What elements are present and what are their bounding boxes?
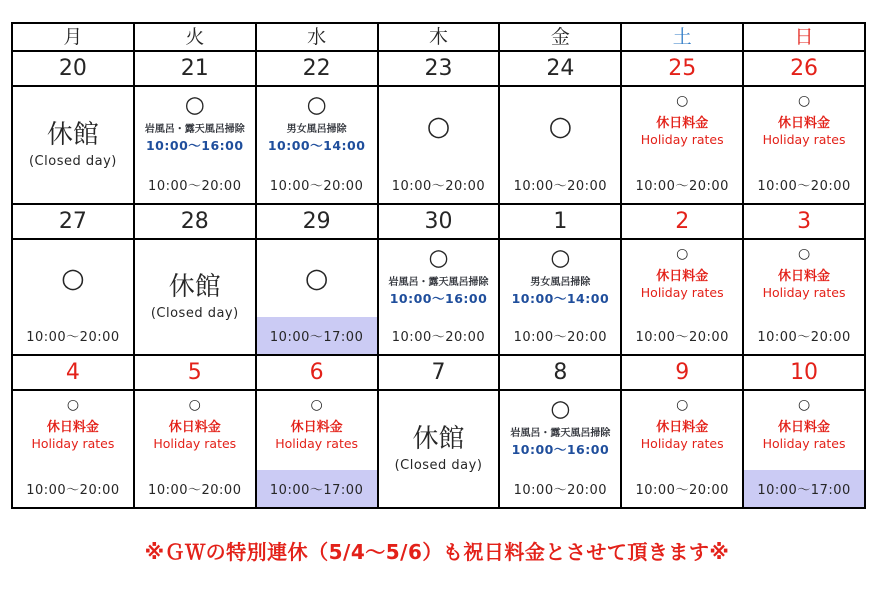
date-label: 21 [180,55,209,81]
date-label: 6 [309,359,324,385]
open-circle-icon: ○ [188,397,201,413]
opening-hours: 10:00～20:00 [26,483,120,498]
schedule-cell-29 [257,240,379,356]
date-label: 20 [58,55,87,81]
gw-note: ※ＧＷの特別連休（5/4～5/6）も祝日料金とさせて頂きます※ [144,540,730,564]
date-cell-9 [622,356,744,391]
open-circle-icon: ○ [548,111,573,142]
cell-body [622,87,742,166]
cell-body [379,87,499,166]
opening-hours: 10:00～20:00 [757,179,851,194]
closed-label: 休館 [168,272,221,303]
opening-hours: 10:00～20:00 [635,179,729,194]
opening-hours: 10:00～20:00 [269,179,364,194]
schedule-cell-27 [13,240,135,356]
holiday-rate-label: 休日料金 [778,420,831,435]
schedule-cell-5 [135,391,257,509]
weekday-header-fri [500,24,622,52]
date-cell-25 [622,52,744,87]
date-cell-8 [500,356,622,391]
weekday-header-mon [13,24,135,52]
date-cell-10 [744,356,866,391]
date-label: 1 [553,208,568,234]
date-cell-29 [257,205,379,240]
holiday-rate-sublabel: Holiday rates [640,285,724,300]
cell-body [744,87,864,166]
schedule-cell-20 [13,87,135,205]
cell-body [744,391,864,470]
date-cell-22 [257,52,379,87]
open-circle-icon: ○ [797,246,811,262]
date-cell-24 [500,52,622,87]
date-cell-30 [379,205,501,240]
schedule-cell-25 [622,87,744,205]
open-circle-icon: ○ [304,263,329,294]
date-cell-2 [622,205,744,240]
weekday-label: 日 [794,25,814,48]
date-cell-27 [13,205,135,240]
cleaning-label: 岩風呂・露天風呂掃除 [388,277,489,288]
holiday-rate-sublabel: Holiday rates [640,132,724,147]
opening-hours: 10:00～20:00 [513,179,608,194]
opening-hours: 10:00～17:00 [257,317,377,354]
weekday-label: 火 [185,25,205,48]
cleaning-time: 10:00～16:00 [145,138,244,153]
holiday-rate-sublabel: Holiday rates [31,436,115,451]
schedule-cell-22 [257,87,379,205]
weekday-header-sun [744,24,866,52]
open-circle-icon: ○ [676,397,689,413]
opening-hours: 10:00～17:00 [744,470,864,507]
schedule-cell-3 [744,240,866,356]
holiday-rate-label: 休日料金 [778,269,831,284]
open-circle-icon: ○ [550,396,571,422]
cleaning-time: 10:00～16:00 [511,442,610,457]
date-cell-28 [135,205,257,240]
date-cell-20 [13,52,135,87]
schedule-cell-30 [379,240,501,356]
date-cell-4 [13,356,135,391]
open-circle-icon: ○ [676,246,689,262]
cleaning-time: 10:00～16:00 [389,291,488,306]
weekday-label: 土 [672,25,692,48]
holiday-rate-label: 休日料金 [168,420,221,435]
opening-hours: 10:00～20:00 [148,179,242,194]
cleaning-label: 岩風呂・露天風呂掃除 [510,428,611,439]
opening-hours: 10:00～20:00 [635,330,729,345]
date-label: 8 [553,359,568,385]
holiday-rate-label: 休日料金 [656,116,709,131]
cleaning-time: 10:00～14:00 [511,291,610,306]
cell-body [379,240,499,317]
date-cell-5 [135,356,257,391]
date-label: 3 [797,208,812,234]
schedule-calendar [11,22,866,509]
cell-body [622,240,742,317]
date-label: 22 [302,55,331,81]
weekday-label: 金 [550,25,570,48]
schedule-cell-10 [744,391,866,509]
date-label: 10 [790,359,819,385]
open-circle-icon: ○ [61,263,85,294]
weekday-label: 月 [63,25,83,48]
closed-label: 休館 [412,424,465,455]
open-circle-icon: ○ [306,92,327,118]
holiday-rate-sublabel: Holiday rates [762,285,846,300]
date-label: 24 [546,55,575,81]
cell-body [500,87,620,166]
open-circle-icon: ○ [66,397,80,413]
schedule-cell-28 [135,240,257,356]
opening-hours: 10:00～20:00 [391,330,486,345]
schedule-cell-9 [622,391,744,509]
opening-hours: 10:00～20:00 [635,483,729,498]
schedule-cell-21 [135,87,257,205]
opening-hours: 10:00～20:00 [26,330,120,345]
holiday-rate-sublabel: Holiday rates [762,436,846,451]
cell-body [500,391,620,470]
cell-body [257,391,377,470]
date-label: 28 [180,208,209,234]
cell-body [257,240,377,317]
holiday-rate-sublabel: Holiday rates [640,436,724,451]
cleaning-label: 男女風呂掃除 [530,277,591,288]
schedule-cell-4 [13,391,135,509]
cell-body [13,391,133,470]
holiday-rate-label: 休日料金 [656,420,709,435]
cleaning-label: 岩風呂・露天風呂掃除 [144,124,245,135]
weekday-header-sat [622,24,744,52]
schedule-cell-24 [500,87,622,205]
holiday-rate-sublabel: Holiday rates [153,436,237,451]
closed-sublabel: (Closed day) [394,457,483,473]
schedule-cell-2 [622,240,744,356]
date-label: 9 [675,359,690,385]
weekday-header-thu [379,24,501,52]
cell-body [744,240,864,317]
date-cell-26 [744,52,866,87]
closed-sublabel: (Closed day) [28,153,117,169]
closed-label: 休館 [46,120,99,151]
holiday-rate-sublabel: Holiday rates [275,436,359,451]
cell-body [500,240,620,317]
weekday-label: 水 [307,25,327,48]
holiday-rate-label: 休日料金 [656,269,709,284]
weekday-header-wed [257,24,379,52]
weekday-header-tue [135,24,257,52]
opening-hours: 10:00～20:00 [513,330,608,345]
holiday-rate-label: 休日料金 [46,420,99,435]
schedule-cell-26 [744,87,866,205]
date-cell-3 [744,205,866,240]
schedule-cell-7 [379,391,501,509]
cleaning-label: 男女風呂掃除 [286,124,347,135]
cell-body [622,391,742,470]
schedule-cell-6 [257,391,379,509]
open-circle-icon: ○ [310,397,323,413]
date-cell-1 [500,205,622,240]
cleaning-time: 10:00～14:00 [267,138,366,153]
date-cell-7 [379,356,501,391]
cell-body [13,240,133,317]
cell-body [135,87,255,166]
opening-hours: 10:00～20:00 [757,330,851,345]
date-label: 4 [65,359,80,385]
opening-hours: 10:00～20:00 [513,483,608,498]
opening-hours: 10:00～20:00 [391,179,486,194]
open-circle-icon: ○ [676,93,689,109]
date-label: 5 [187,359,202,385]
date-cell-6 [257,356,379,391]
open-circle-icon: ○ [797,397,811,413]
open-circle-icon: ○ [426,111,451,142]
date-label: 27 [58,208,87,234]
opening-hours: 10:00～17:00 [257,470,377,507]
schedule-cell-23 [379,87,501,205]
weekday-label: 木 [428,25,448,48]
holiday-rate-sublabel: Holiday rates [762,132,846,147]
holiday-rate-label: 休日料金 [778,116,831,131]
open-circle-icon: ○ [184,92,205,118]
date-cell-21 [135,52,257,87]
date-cell-23 [379,52,501,87]
open-circle-icon: ○ [797,93,811,109]
schedule-cell-8 [500,391,622,509]
opening-hours: 10:00～20:00 [148,483,242,498]
date-label: 29 [302,208,331,234]
date-label: 7 [431,359,446,385]
schedule-cell-1 [500,240,622,356]
closed-sublabel: (Closed day) [150,305,239,321]
cell-body [135,391,255,470]
date-label: 23 [424,55,453,81]
date-label: 26 [790,55,819,81]
holiday-rate-label: 休日料金 [290,420,343,435]
date-label: 2 [675,208,690,234]
open-circle-icon: ○ [428,245,449,271]
cell-body [257,87,377,166]
date-label: 30 [424,208,453,234]
open-circle-icon: ○ [550,245,571,271]
date-label: 25 [668,55,697,81]
